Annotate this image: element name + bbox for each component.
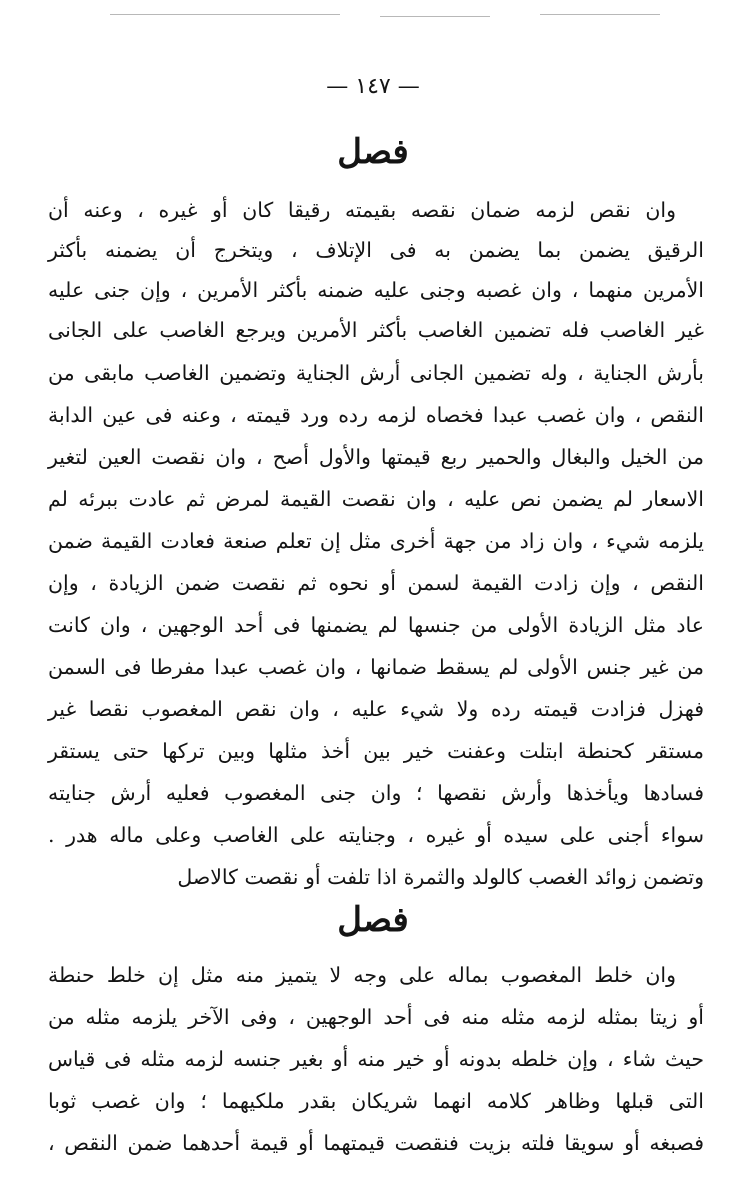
scan-mark-top-left: [110, 14, 340, 15]
text-line: النقص ، وإن زادت القيمة لسمن أو نحوه ثم نقصت ضمن الزيادة ، وإن: [48, 571, 704, 595]
text-line: الرقيق يضمن بما يضمن به فى الإتلاف ، ويتخرج أن يضمنه بأكثر: [48, 238, 704, 262]
section-heading-2: فصل: [337, 900, 409, 940]
text-line: الأمرين منهما ، وان غصبه وجنى عليه ضمنه بأكثر الأمرين ، وإن جنى عليه: [48, 278, 704, 302]
scan-mark-top-right: [540, 14, 660, 15]
text-line: وان خلط المغصوب بماله على وجه لا يتميز منه مثل إن خلط حنطة: [48, 963, 676, 987]
text-line: أو زيتا بمثله لزمه مثله منه فى أحد الوجهين ، وفى الآخر يلزمه مثله من: [48, 1005, 704, 1029]
text-line: بأرش الجناية ، وله تضمين الجانى أرش الجناية وتضمين الغاصب مابقى من: [48, 361, 704, 385]
scan-mark-top-mid: [380, 16, 490, 17]
text-line: حيث شاء ، وإن خلطه بدونه أو خير منه أو بغير جنسه لزمه مثله فى قياس: [48, 1047, 704, 1071]
text-line: من الخيل والبغال والحمير ربع قيمتها والأول أصح ، وان نقصت العين لتغير: [48, 445, 704, 469]
text-line: التى قبلها وظاهر كلامه انهما شريكان بقدر ملكيهما ؛ وان غصب ثوبا: [48, 1089, 704, 1113]
text-line: عاد مثل الزيادة الأولى من جنسها لم يضمنها فى أحد الوجهين ، وان كانت: [48, 613, 704, 637]
text-line: من غير جنس الأولى لم يسقط ضمانها ، وان غصب عبدا مفرطا فى السمن: [48, 655, 704, 679]
section-heading-1: فصل: [337, 132, 409, 172]
text-line: فهزل فزادت قيمته رده ولا شيء عليه ، وان نقص المغصوب نقصا غير: [48, 697, 704, 721]
text-line: يلزمه شيء ، وان زاد من جهة أخرى مثل إن تعلم صنعة فعادت القيمة ضمن: [48, 529, 704, 553]
text-line: سواء أجنى على سيده أو غيره ، وجنايته على الغاصب وعلى ماله هدر .: [48, 823, 704, 847]
text-line: وتضمن زوائد الغصب كالولد والثمرة اذا تلفت أو نقصت كالاصل: [177, 865, 704, 889]
text-line: غير الغاصب فله تضمين الغاصب بأكثر الأمرين ويرجع الغاصب على الجانى: [48, 318, 704, 342]
text-line: الاسعار لم يضمن نص عليه ، وان نقصت القيمة لمرض ثم عادت ببرئه لم: [48, 487, 704, 511]
text-line: مستقر كحنطة ابتلت وعفنت خير بين أخذ مثلها وبين تركها حتى يستقر: [48, 739, 704, 763]
page-number: — ١٤٧ —: [326, 74, 420, 99]
text-line: النقص ، وان غصب عبدا فخصاه لزمه رده ورد قيمته ، وعنه فى عين الدابة: [48, 403, 704, 427]
text-line: وان نقص لزمه ضمان نقصه بقيمته رقيقا كان أو غيره ، وعنه أن: [48, 198, 676, 222]
text-line: فسادها ويأخذها وأرش نقصها ؛ وان جنى المغصوب فعليه أرش جنايته: [48, 781, 704, 805]
text-line: فصبغه أو سويقا فلته بزيت فنقصت قيمتهما أو قيمة أحدهما ضمن النقص ،: [48, 1131, 704, 1155]
